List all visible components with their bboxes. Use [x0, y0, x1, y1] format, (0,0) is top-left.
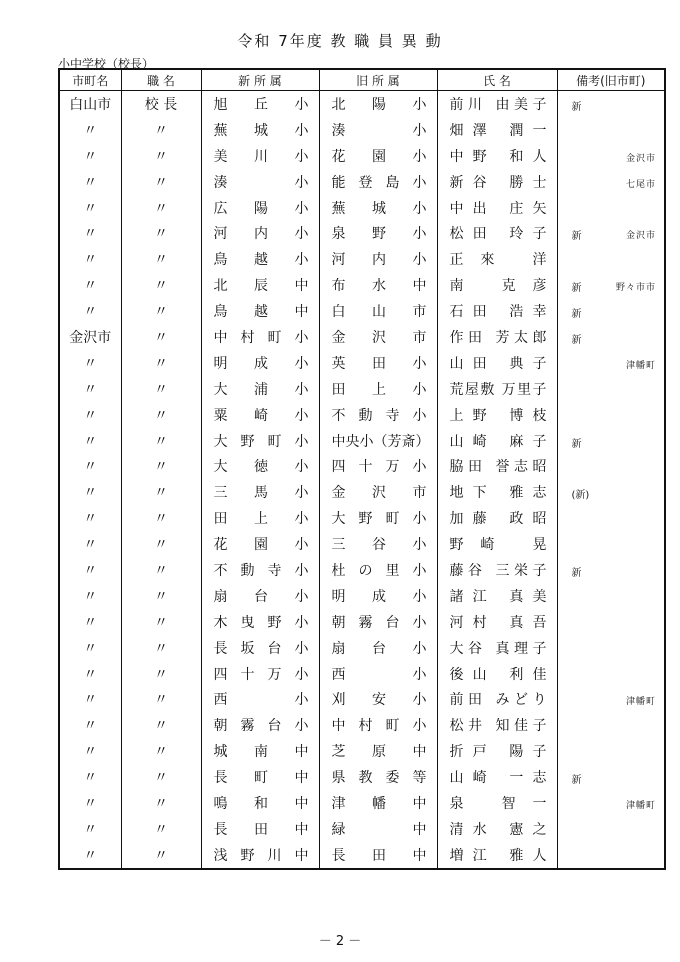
cell-old-affiliation: 田上小 [319, 376, 437, 402]
cell-name: 山崎 麻子 [437, 428, 557, 454]
cell-position: 〃 [121, 764, 201, 790]
table-row [59, 91, 665, 117]
header-name: 氏 名 [437, 69, 557, 91]
cell-old-affiliation: 不動寺小 [319, 402, 437, 428]
cell-remarks [557, 324, 665, 350]
cell-old-affiliation: 津幡中 [319, 790, 437, 816]
former-municipality: 津幡町 [625, 360, 656, 371]
cell-remarks [557, 298, 665, 324]
cell-name: 諸江 真美 [437, 583, 557, 609]
cell-name: 中出 庄矢 [437, 195, 557, 221]
cell-city: 〃 [59, 143, 121, 169]
cell-name: 泉 智一 [437, 790, 557, 816]
cell-city: 〃 [59, 220, 121, 246]
cell-position: 〃 [121, 738, 201, 764]
table-row [59, 143, 665, 169]
new-mark: 新 [571, 438, 582, 450]
cell-old-affiliation: 英田小 [319, 350, 437, 376]
cell-remarks [557, 246, 665, 272]
cell-name: 松田 玲子 [437, 220, 557, 246]
cell-new-affiliation: 鳥越小 [201, 246, 319, 272]
cell-new-affiliation: 浅野川中 [201, 842, 319, 869]
cell-city: 〃 [59, 350, 121, 376]
cell-new-affiliation: 長坂台小 [201, 635, 319, 661]
cell-name: 松井 知佳子 [437, 712, 557, 738]
cell-name: 山田 典子 [437, 350, 557, 376]
cell-remarks [557, 220, 665, 246]
cell-remarks [557, 350, 665, 376]
cell-remarks [557, 169, 665, 195]
table-row [59, 738, 665, 764]
cell-remarks [557, 117, 665, 143]
table-row [59, 376, 665, 402]
cell-city: 〃 [59, 531, 121, 557]
table-row [59, 635, 665, 661]
cell-old-affiliation: 中村町小 [319, 712, 437, 738]
table-row [59, 842, 665, 869]
cell-remarks [557, 557, 665, 583]
cell-old-affiliation: 湊小 [319, 117, 437, 143]
cell-position: 〃 [121, 816, 201, 842]
cell-name: 畑澤 潤一 [437, 117, 557, 143]
table-header-row [59, 69, 665, 91]
cell-new-affiliation: 中村町小 [201, 324, 319, 350]
new-mark: 新 [571, 309, 582, 321]
table-row [59, 479, 665, 505]
header-city: 市町名 [59, 69, 121, 91]
cell-new-affiliation: 田上小 [201, 505, 319, 531]
cell-new-affiliation: 不動寺小 [201, 557, 319, 583]
cell-new-affiliation: 長町中 [201, 764, 319, 790]
header-new-affiliation: 新 所 属 [201, 69, 319, 91]
cell-old-affiliation: 北陽小 [319, 91, 437, 117]
table-row [59, 712, 665, 738]
former-municipality: 金沢市 [625, 231, 656, 242]
cell-remarks [557, 453, 665, 479]
cell-new-affiliation: 四十万小 [201, 661, 319, 687]
former-municipality: 七尾市 [625, 179, 656, 190]
cell-old-affiliation: 河内小 [319, 246, 437, 272]
cell-position: 〃 [121, 557, 201, 583]
cell-position: 〃 [121, 169, 201, 195]
cell-city: 〃 [59, 609, 121, 635]
cell-city: 〃 [59, 686, 121, 712]
cell-name: 藤谷 三栄子 [437, 557, 557, 583]
cell-position: 〃 [121, 609, 201, 635]
cell-name: 南 克彦 [437, 272, 557, 298]
cell-name: 大谷 真理子 [437, 635, 557, 661]
cell-city: 〃 [59, 790, 121, 816]
cell-new-affiliation: 城南中 [201, 738, 319, 764]
cell-old-affiliation: 扇台小 [319, 635, 437, 661]
cell-new-affiliation: 西小 [201, 686, 319, 712]
cell-old-affiliation: 杜の里小 [319, 557, 437, 583]
cell-new-affiliation: 河内小 [201, 220, 319, 246]
cell-position: 〃 [121, 376, 201, 402]
cell-name: 増江 雅人 [437, 842, 557, 869]
cell-old-affiliation: 明成小 [319, 583, 437, 609]
cell-name: 山崎 一志 [437, 764, 557, 790]
new-mark: (新) [571, 490, 590, 502]
cell-remarks [557, 505, 665, 531]
cell-new-affiliation: 鳥越中 [201, 298, 319, 324]
cell-name: 河村 真吾 [437, 609, 557, 635]
cell-position: 〃 [121, 531, 201, 557]
cell-new-affiliation: 花園小 [201, 531, 319, 557]
cell-position: 〃 [121, 583, 201, 609]
cell-city: 〃 [59, 816, 121, 842]
cell-name: 野崎 晃 [437, 531, 557, 557]
cell-new-affiliation: 粟崎小 [201, 402, 319, 428]
cell-old-affiliation: 花園小 [319, 143, 437, 169]
cell-new-affiliation: 広陽小 [201, 195, 319, 221]
cell-name: 地下 雅志 [437, 479, 557, 505]
cell-city: 白山市 [59, 91, 121, 117]
cell-name: 新谷 勝士 [437, 169, 557, 195]
cell-position: 〃 [121, 686, 201, 712]
table-row [59, 246, 665, 272]
cell-old-affiliation: 白山市 [319, 298, 437, 324]
cell-new-affiliation: 長田中 [201, 816, 319, 842]
cell-position: 〃 [121, 428, 201, 454]
section-subtitle: 小中学校（校長） [58, 57, 155, 71]
cell-name: 折戸 陽子 [437, 738, 557, 764]
cell-remarks [557, 272, 665, 298]
cell-remarks [557, 479, 665, 505]
cell-name: 脇田 誉志昭 [437, 453, 557, 479]
cell-position: 〃 [121, 220, 201, 246]
cell-remarks [557, 816, 665, 842]
cell-remarks [557, 635, 665, 661]
table-row [59, 195, 665, 221]
former-municipality: 津幡町 [625, 801, 656, 812]
cell-name: 石田 浩幸 [437, 298, 557, 324]
cell-new-affiliation: 明成小 [201, 350, 319, 376]
cell-remarks [557, 402, 665, 428]
cell-new-affiliation: 大徳小 [201, 453, 319, 479]
cell-position: 〃 [121, 712, 201, 738]
cell-remarks [557, 661, 665, 687]
cell-remarks [557, 609, 665, 635]
cell-position: 〃 [121, 298, 201, 324]
cell-name: 中野 和人 [437, 143, 557, 169]
cell-city: 〃 [59, 169, 121, 195]
table-row [59, 816, 665, 842]
cell-city: 〃 [59, 738, 121, 764]
cell-old-affiliation: 四十万小 [319, 453, 437, 479]
table-row [59, 764, 665, 790]
cell-remarks [557, 686, 665, 712]
cell-new-affiliation: 三馬小 [201, 479, 319, 505]
cell-position: 〃 [121, 272, 201, 298]
cell-name: 前川 由美子 [437, 91, 557, 117]
cell-position: 〃 [121, 479, 201, 505]
table-row [59, 298, 665, 324]
cell-remarks [557, 376, 665, 402]
cell-name: 荒屋敷 万里子 [437, 376, 557, 402]
header-old-affiliation: 旧 所 属 [319, 69, 437, 91]
new-mark: 新 [571, 775, 582, 787]
page-number: － 2 － [318, 934, 362, 949]
cell-remarks [557, 764, 665, 790]
cell-remarks [557, 531, 665, 557]
table-row [59, 453, 665, 479]
cell-old-affiliation: 金沢市 [319, 479, 437, 505]
cell-remarks [557, 738, 665, 764]
former-municipality: 津幡町 [625, 697, 656, 708]
cell-old-affiliation: 能登島小 [319, 169, 437, 195]
cell-name: 正來 洋 [437, 246, 557, 272]
cell-old-affiliation: 泉野小 [319, 220, 437, 246]
cell-position: 〃 [121, 350, 201, 376]
cell-remarks [557, 842, 665, 869]
cell-city: 〃 [59, 764, 121, 790]
cell-position: 〃 [121, 635, 201, 661]
cell-old-affiliation: 西小 [319, 661, 437, 687]
cell-city: 〃 [59, 272, 121, 298]
table-row [59, 272, 665, 298]
cell-new-affiliation: 扇台小 [201, 583, 319, 609]
cell-city: 〃 [59, 557, 121, 583]
cell-remarks [557, 91, 665, 117]
table-row [59, 557, 665, 583]
cell-city: 〃 [59, 842, 121, 869]
cell-old-affiliation: 三谷小 [319, 531, 437, 557]
cell-name: 加藤 政昭 [437, 505, 557, 531]
former-municipality: 金沢市 [625, 153, 656, 164]
cell-position: 〃 [121, 842, 201, 869]
cell-city: 金沢市 [59, 324, 121, 350]
table-row [59, 661, 665, 687]
cell-position: 校 長 [121, 91, 201, 117]
document-title: 令和 7年度 教 職 員 異 動 [237, 32, 443, 50]
cell-old-affiliation: 大野町小 [319, 505, 437, 531]
cell-old-affiliation: 中央小（芳斎） [319, 428, 437, 454]
cell-position: 〃 [121, 790, 201, 816]
cell-new-affiliation: 大浦小 [201, 376, 319, 402]
new-mark: 新 [571, 568, 582, 580]
table-row [59, 583, 665, 609]
cell-new-affiliation: 美川小 [201, 143, 319, 169]
new-mark: 新 [571, 335, 582, 347]
cell-name: 後山 利佳 [437, 661, 557, 687]
table-row [59, 402, 665, 428]
cell-old-affiliation: 緑中 [319, 816, 437, 842]
cell-new-affiliation: 湊小 [201, 169, 319, 195]
cell-remarks [557, 143, 665, 169]
new-mark: 新 [571, 231, 582, 243]
cell-old-affiliation: 布水中 [319, 272, 437, 298]
cell-city: 〃 [59, 117, 121, 143]
cell-new-affiliation: 木曳野小 [201, 609, 319, 635]
cell-new-affiliation: 鳴和中 [201, 790, 319, 816]
cell-new-affiliation: 大野町小 [201, 428, 319, 454]
cell-old-affiliation: 朝霧台小 [319, 609, 437, 635]
cell-position: 〃 [121, 143, 201, 169]
cell-new-affiliation: 北辰中 [201, 272, 319, 298]
cell-new-affiliation: 旭丘小 [201, 91, 319, 117]
cell-city: 〃 [59, 402, 121, 428]
cell-city: 〃 [59, 583, 121, 609]
cell-name: 作田 芳太郎 [437, 324, 557, 350]
cell-old-affiliation: 刈安小 [319, 686, 437, 712]
cell-position: 〃 [121, 324, 201, 350]
cell-remarks [557, 195, 665, 221]
cell-city: 〃 [59, 428, 121, 454]
cell-city: 〃 [59, 453, 121, 479]
table-row [59, 686, 665, 712]
cell-position: 〃 [121, 195, 201, 221]
cell-name: 上野 博枝 [437, 402, 557, 428]
new-mark: 新 [571, 102, 582, 113]
table-row [59, 220, 665, 246]
cell-city: 〃 [59, 195, 121, 221]
cell-position: 〃 [121, 402, 201, 428]
table-row [59, 169, 665, 195]
table-row [59, 428, 665, 454]
cell-city: 〃 [59, 479, 121, 505]
cell-old-affiliation: 県教委等 [319, 764, 437, 790]
cell-city: 〃 [59, 376, 121, 402]
cell-city: 〃 [59, 712, 121, 738]
table-row [59, 609, 665, 635]
cell-city: 〃 [59, 298, 121, 324]
cell-city: 〃 [59, 505, 121, 531]
header-remarks: 備考(旧市町) [557, 69, 665, 91]
cell-position: 〃 [121, 505, 201, 531]
cell-remarks [557, 583, 665, 609]
cell-city: 〃 [59, 635, 121, 661]
former-municipality: 野々市市 [615, 283, 656, 294]
table-row [59, 350, 665, 376]
table-row [59, 531, 665, 557]
cell-old-affiliation: 芝原中 [319, 738, 437, 764]
cell-new-affiliation: 朝霧台小 [201, 712, 319, 738]
cell-remarks [557, 428, 665, 454]
table-row [59, 790, 665, 816]
cell-position: 〃 [121, 453, 201, 479]
cell-position: 〃 [121, 117, 201, 143]
cell-old-affiliation: 蕪城小 [319, 195, 437, 221]
header-position: 職 名 [121, 69, 201, 91]
cell-remarks [557, 712, 665, 738]
new-mark: 新 [571, 283, 582, 295]
cell-old-affiliation: 金沢市 [319, 324, 437, 350]
table-row [59, 505, 665, 531]
cell-city: 〃 [59, 246, 121, 272]
cell-remarks [557, 790, 665, 816]
cell-name: 清水 憲之 [437, 816, 557, 842]
table-row [59, 324, 665, 350]
cell-position: 〃 [121, 661, 201, 687]
table-row [59, 117, 665, 143]
cell-old-affiliation: 長田中 [319, 842, 437, 869]
cell-position: 〃 [121, 246, 201, 272]
cell-city: 〃 [59, 661, 121, 687]
cell-new-affiliation: 蕪城小 [201, 117, 319, 143]
cell-name: 前田 みどり [437, 686, 557, 712]
personnel-transfer-table [58, 68, 666, 870]
